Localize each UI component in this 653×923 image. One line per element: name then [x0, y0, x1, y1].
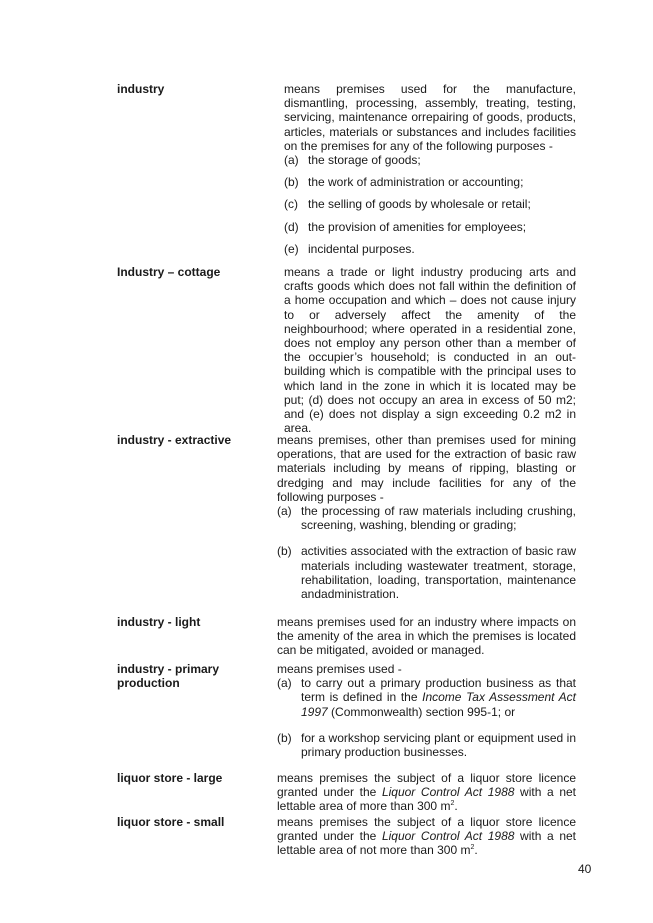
term-industry: industry — [117, 82, 165, 96]
definition-industry-cottage — [284, 265, 576, 435]
list-item — [284, 220, 576, 234]
term-industry-light: industry - light — [117, 615, 201, 629]
list-item — [277, 544, 576, 601]
definition-text: means premises the subject of a liquor store licence granted under the Liquor Control Act 1988 with a net lettable area of more than 300 $m^2$. — [277, 771, 576, 814]
definition-text: means a trade or light industry producing arts and crafts goods which does not fall within the definition of a home occupation and which – does not cause injury to or adversely affect the amenity of the neighbourhood; where operated in a residential zone, does not employ any person other than a member of the occupier’s household; is conducted in an out-building which is compatible with the principal uses to which land in the zone in which it is located may be put; (d) does not occupy an area in excess of 50 m2; and (e) does not display a sign exceeding 0.2 m2 in area. — [284, 265, 576, 436]
definition-intro: means premises, other than premises used for mining operations, that are used for the extraction of basic raw materials including by means of ripping, blasting or dredging and may include facilities for any of the following purposes - — [277, 433, 576, 504]
item-text: incidental purposes. — [308, 241, 415, 256]
list-item — [284, 197, 576, 211]
definition-industry-primary-production — [277, 662, 576, 759]
definition-text: means premises the subject of a liquor store licence granted under the Liquor Control Act 1988 with a net lettable area of not more than 300 $m^2$. — [277, 815, 576, 858]
definition-industry — [284, 82, 576, 256]
definition-liquor-store-large — [277, 771, 576, 814]
list-item — [284, 242, 576, 256]
list-item — [277, 676, 576, 719]
item-text: activities associated with the extraction of basic raw materials including wastewater treatment, storage, rehabilitation, loading, transportation, maintenance andadministration. — [301, 544, 576, 602]
item-label: (b) — [277, 730, 292, 745]
act-name: Liquor Control Act 1988 — [381, 829, 515, 844]
item-text: the storage of goods; — [308, 153, 421, 168]
list-item — [284, 153, 576, 167]
item-text: the provision of amenities for employees; — [308, 219, 527, 234]
definition-industry-light — [277, 615, 576, 658]
list-item — [277, 504, 576, 532]
definition-intro: means premises used for the manufacture, dismantling, processing, assembly, treating, testing, servicing, maintenance orrepairing of goods, products, articles, materials or substances and includes facilities on the premises for any of the following purposes - — [284, 82, 576, 153]
term-liquor-store-small: liquor store - small — [117, 815, 225, 829]
page-number: 40 — [578, 862, 592, 876]
item-text: the selling of goods by wholesale or retail; — [308, 197, 531, 212]
act-name: Liquor Control Act 1988 — [381, 785, 515, 800]
list-item — [284, 175, 576, 189]
item-label: (e) — [284, 241, 299, 256]
item-label: (b) — [284, 175, 299, 190]
item-text: for a workshop servicing plant or equipment used in primary production businesses. — [301, 730, 576, 760]
definition-intro: means premises used - — [277, 662, 402, 676]
term-industry-cottage: Industry – cottage — [117, 265, 221, 279]
term-industry-primary-production: industry - primary production — [117, 662, 220, 690]
item-label: (d) — [284, 219, 299, 234]
item-label: (a) — [277, 676, 292, 691]
list-item — [277, 731, 576, 759]
term-industry-extractive: industry - extractive — [117, 433, 232, 447]
item-text: the work of administration or accounting; — [308, 175, 524, 190]
act-name: Income Tax Assessment Act 1997 — [301, 690, 576, 719]
definition-liquor-store-small — [277, 815, 576, 858]
definition-industry-extractive — [277, 433, 576, 601]
term-liquor-store-large: liquor store - large — [117, 771, 223, 785]
item-text: the processing of raw materials including crushing, screening, washing, blending or grading; — [301, 504, 576, 533]
item-label: (c) — [284, 197, 298, 212]
item-label: (a) — [277, 504, 292, 519]
definition-text: means premises used for an industry where impacts on the amenity of the area in which the premises is located can be mitigated, avoided or managed. — [277, 615, 576, 658]
item-label: (b) — [277, 544, 292, 559]
item-text: to carry out a primary production business as that term is defined in the Income Tax Assessment Act 1997 (Commonwealth) section 995-1; or — [301, 676, 576, 719]
item-label: (a) — [284, 153, 299, 168]
